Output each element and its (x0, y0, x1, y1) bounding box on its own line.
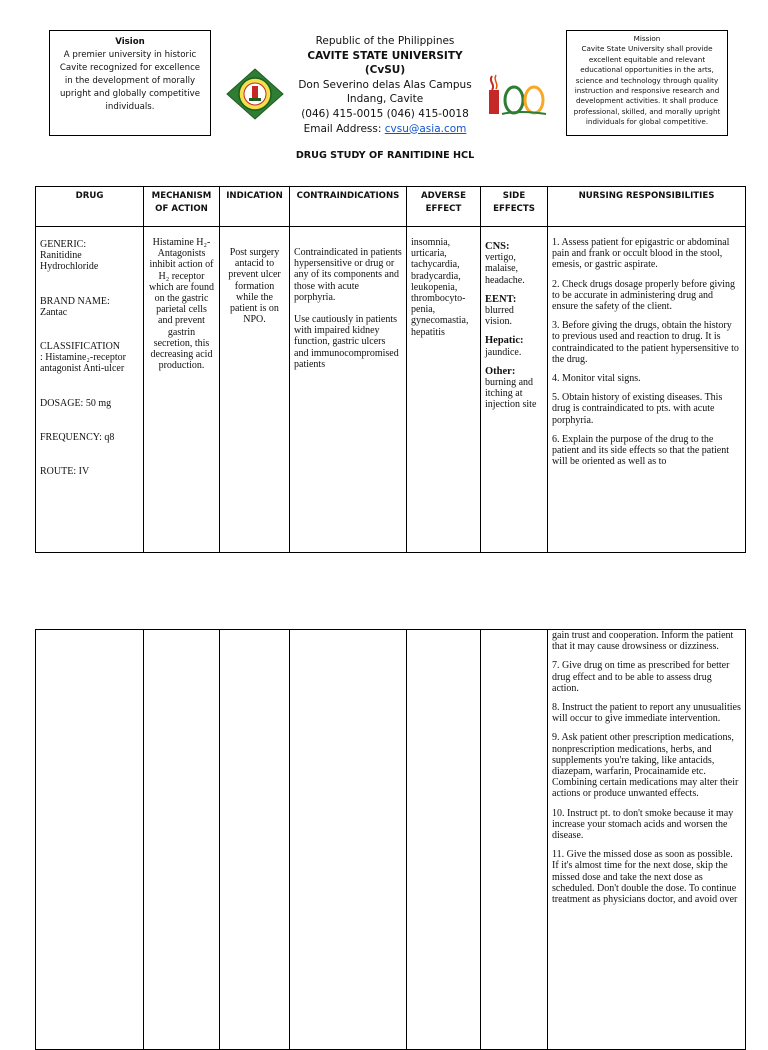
cvsu-seal-logo (226, 68, 284, 120)
classification-label: CLASSIFICATION (40, 341, 121, 353)
mission-box (566, 30, 728, 136)
side-effects-cell-empty (481, 630, 548, 1050)
side-effect-heading: Hepatic: (485, 335, 524, 347)
drug-cell-empty (36, 630, 144, 1050)
side-effect-text: vertigo, malaise, headache. (485, 252, 525, 286)
nursing-item: gain trust and cooperation. Inform the patient that it may cause drowsiness or dizziness. (552, 630, 734, 653)
adverse-effect-cell-empty (407, 630, 481, 1050)
vision-text: A premier university in historic Cavite recognized for excellence in the development of morally upright and globally competitive individuals. (59, 50, 201, 112)
indication-cell (220, 227, 290, 553)
generic-name: Ranitidine Hydrochloride (40, 250, 99, 273)
nursing-item: 9. Ask patient other prescription medications, nonprescription medications, herbs, and supplements you're taking, like antacids, diazepam, warfarin, Procainamide etc. Combining certain medications may alter their actions or produce unwanted effects. (552, 732, 739, 800)
side-effect-text: blurred vision. (485, 305, 514, 328)
nursing-item: 8. Instruct the patient to report any unusualities will occur to give immediate intervention. (552, 702, 741, 725)
nursing-item: 3. Before giving the drugs, obtain the history to previous used and reaction to drug. It is contraindicated to the patient hypersensitive to the drug. (552, 320, 739, 365)
col-header-contraindications: CONTRAINDICATIONS (290, 187, 407, 227)
nursing-item: 1. Assess patient for epigastric or abdominal pain and frank or occult blood in the stool, emesis, or gastric aspirate. (552, 237, 730, 271)
university-acronym: (CvSU) (364, 64, 406, 77)
adverse-effect-cell (407, 227, 481, 553)
side-effect-text: jaundice. (485, 346, 522, 358)
generic-label: GENERIC: (40, 239, 87, 250)
contraindications-cell (290, 227, 407, 553)
mechanism-cell-empty (144, 630, 220, 1050)
dosage: DOSAGE: 50 mg (40, 397, 112, 409)
vision-heading: Vision (115, 37, 145, 47)
col-header-mechanism: MECHANISM OF ACTION (144, 187, 220, 227)
nursing-item: 11. Give the missed dose as soon as possible. If it's almost time for the next dose, skip the missed dose and take the next dose as scheduled. Don't double the dose. To continue treatment as physicians doctor, and avoid over (552, 849, 738, 906)
classification-value: : Histamine₂-receptor antagonist Anti-ulcer (40, 352, 126, 375)
col-header-indication: INDICATION (220, 187, 290, 227)
campus-line: Don Severino delas Alas Campus (298, 78, 472, 91)
mechanism-cell (144, 227, 220, 553)
indication-text: Post surgery antacid to prevent ulcer formation while the patient is on NPO. (228, 247, 281, 326)
country-line: Republic of the Philippines (315, 35, 455, 47)
nursing-cell-continued (548, 630, 746, 1050)
mission-heading: Mission (633, 34, 661, 43)
university-header (290, 34, 480, 136)
side-effect-text: burning and itching at injection site (485, 377, 537, 411)
col-header-nursing: NURSING RESPONSIBILITIES (548, 187, 746, 227)
contraindications-cell-empty (290, 630, 407, 1050)
table-header-row (36, 187, 746, 227)
brand-name: Zantac (40, 306, 68, 318)
col-header-adverse-effect: ADVERSE EFFECT (407, 187, 481, 227)
nursing-item: 6. Explain the purpose of the drug to the patient and its side effects so that the patient will be oriented as well as to (552, 433, 729, 468)
nursing-item: 2. Check drugs dosage properly before giving to be accurate in administering drug and ensure the safety of the client. (552, 278, 736, 313)
side-effect-heading: CNS: (485, 241, 510, 252)
table-row (36, 630, 746, 1050)
frequency: FREQUENCY: q8 (40, 431, 115, 443)
mission-text: Cavite State University shall provide excellent equitable and relevant educational opportunities in the arts, science and technology through quality instruction and responsive research and development activities. It shall produce professional, skilled, and morally upright individuals for global competitive. (573, 44, 721, 127)
side-effects-cell (481, 227, 548, 553)
drug-study-table (35, 186, 746, 553)
vision-box (49, 30, 211, 136)
contraindication-text: Contraindicated in patients hypersensitive or drug or any of its components and those with acute porphyria. (294, 247, 402, 303)
anniversary-logo (484, 72, 550, 118)
col-header-side-effects: SIDE EFFECTS (481, 187, 548, 227)
nursing-cell (548, 227, 746, 553)
email-link[interactable]: cvsu@asia.com (384, 122, 467, 135)
brand-label: BRAND NAME: (40, 295, 110, 307)
drug-study-table-continued (35, 629, 746, 1050)
document-title: DRUG STUDY OF RANITIDINE HCL (295, 150, 475, 161)
nursing-item: 5. Obtain history of existing diseases. This drug is contraindicated to pts. with acute porphyria. (552, 392, 723, 426)
side-effect-heading: EENT: (485, 293, 517, 305)
table-row (36, 227, 746, 553)
side-effect-heading: Other: (485, 365, 516, 377)
email-line (290, 122, 480, 137)
contraindication-caution: Use cautiously in patients with impaired kidney function, gastric ulcers and immunocompromised patients (294, 314, 399, 370)
nursing-item: 10. Instruct pt. to don't smoke because it may increase your stomach acids and worsen the disease. (552, 807, 734, 842)
mechanism-text: Histamine H₂-Antagonists inhibit action of H₂ receptor which are found on the gastric parietal cells and prevent gastrin secretion, this decreasing acid production. (149, 237, 214, 372)
nursing-item: 4. Monitor vital signs. (552, 373, 641, 385)
university-name: CAVITE STATE UNIVERSITY (307, 49, 463, 62)
adverse-effect-text: insomnia, urticaria, tachycardia, bradycardia, leukopenia, thrombocyto-penia, gynecomastia, hepatitis (411, 237, 469, 338)
email-label: Email Address: (303, 122, 382, 135)
town-line: Indang, Cavite (346, 93, 424, 106)
route: ROUTE: IV (40, 466, 90, 478)
indication-cell-empty (220, 630, 290, 1050)
nursing-item: 7. Give drug on time as prescribed for better drug effect and to be able to assess drug action. (552, 660, 730, 694)
phone-line: (046) 415-0015 (046) 415-0018 (301, 107, 469, 120)
col-header-drug: DRUG (36, 187, 144, 227)
drug-cell (36, 227, 144, 553)
